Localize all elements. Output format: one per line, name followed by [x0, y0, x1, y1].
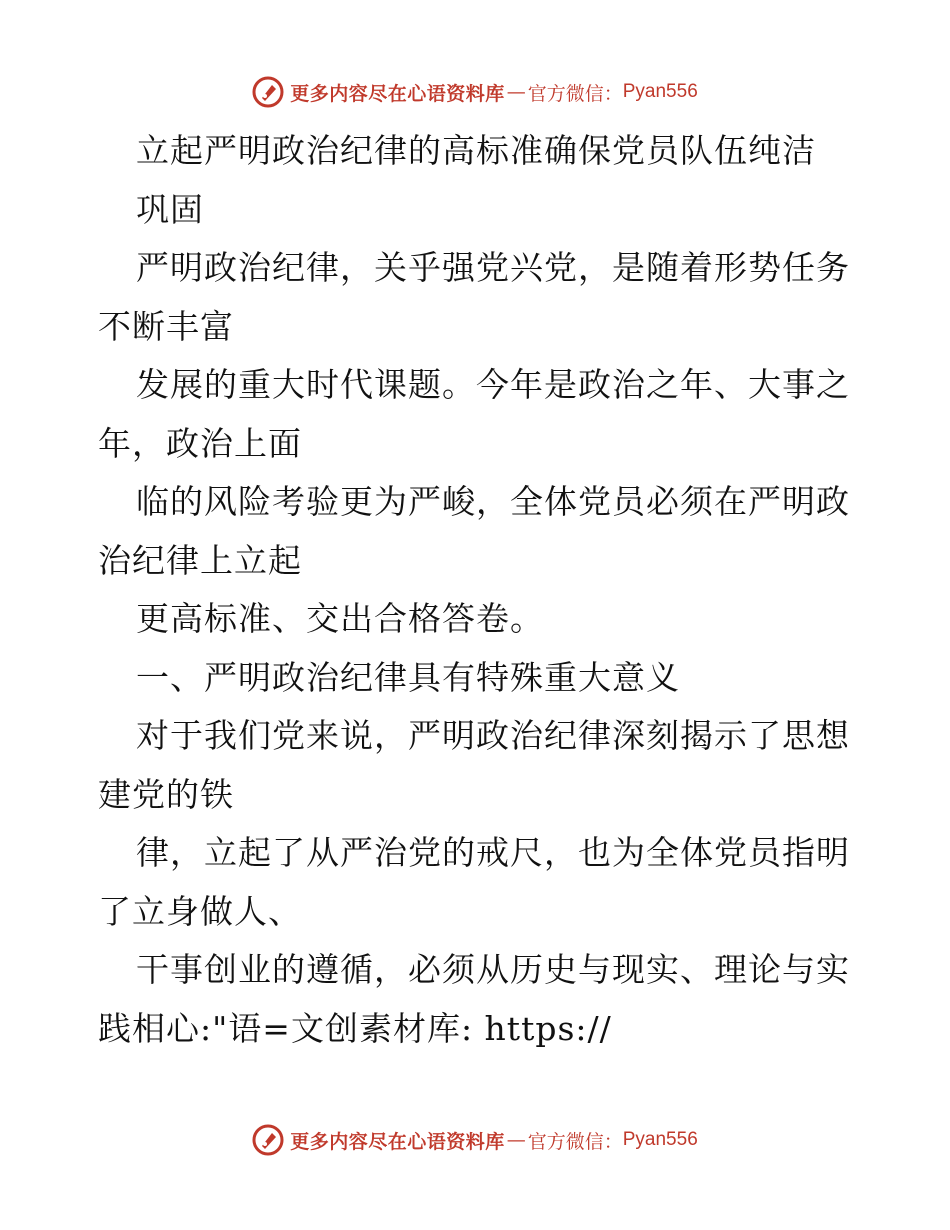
text-line: 建党的铁: [98, 774, 234, 814]
footer-banner: [0, 1120, 950, 1160]
text-line: 不断丰富: [98, 306, 234, 346]
header-banner: [0, 72, 950, 112]
text-line: 临的风险考验更为严峻，全体党员必须在严明政: [136, 482, 850, 521]
header-wechat-id: Pyan556: [622, 81, 698, 102]
header-brand-text: 更多内容尽在心语资料库: [290, 82, 505, 105]
text-line: 立起严明政治纪律的高标准确保党员队伍纯洁: [136, 131, 816, 170]
footer-brand-text: 更多内容尽在心语资料库: [290, 1130, 505, 1153]
text-line: 发展的重大时代课题。今年是政治之年、大事之: [136, 365, 850, 404]
text-line: 律，立起了从严治党的戒尺，也为全体党员指明: [136, 833, 850, 872]
footer-wechat-id: Pyan556: [622, 1129, 698, 1150]
text-line: 巩固: [136, 189, 204, 229]
footer-wechat-label: 官方微信：: [527, 1130, 623, 1153]
text-line: 践相心:"语=文创素材库: https://: [98, 1008, 612, 1048]
text-line: 对于我们党来说，严明政治纪律深刻揭示了思想: [136, 716, 850, 755]
pen-nib-logo-icon: [252, 1124, 284, 1156]
document-body: [98, 122, 858, 1058]
footer-separator: —: [506, 1129, 526, 1151]
text-line: 一、严明政治纪律具有特殊重大意义: [136, 657, 680, 697]
text-line: 更高标准、交出合格答卷。: [136, 599, 544, 638]
text-line: 干事创业的遵循，必须从历史与现实、理论与实: [136, 950, 850, 989]
header-wechat-label: 官方微信：: [527, 82, 623, 105]
header-separator: —: [506, 81, 526, 103]
pen-nib-logo-icon: [252, 76, 284, 108]
text-line: 严明政治纪律，关乎强党兴党，是随着形势任务: [136, 248, 850, 287]
text-line: 了立身做人、: [98, 891, 302, 931]
text-line: 年，政治上面: [98, 423, 302, 463]
text-line: 治纪律上立起: [98, 540, 302, 580]
